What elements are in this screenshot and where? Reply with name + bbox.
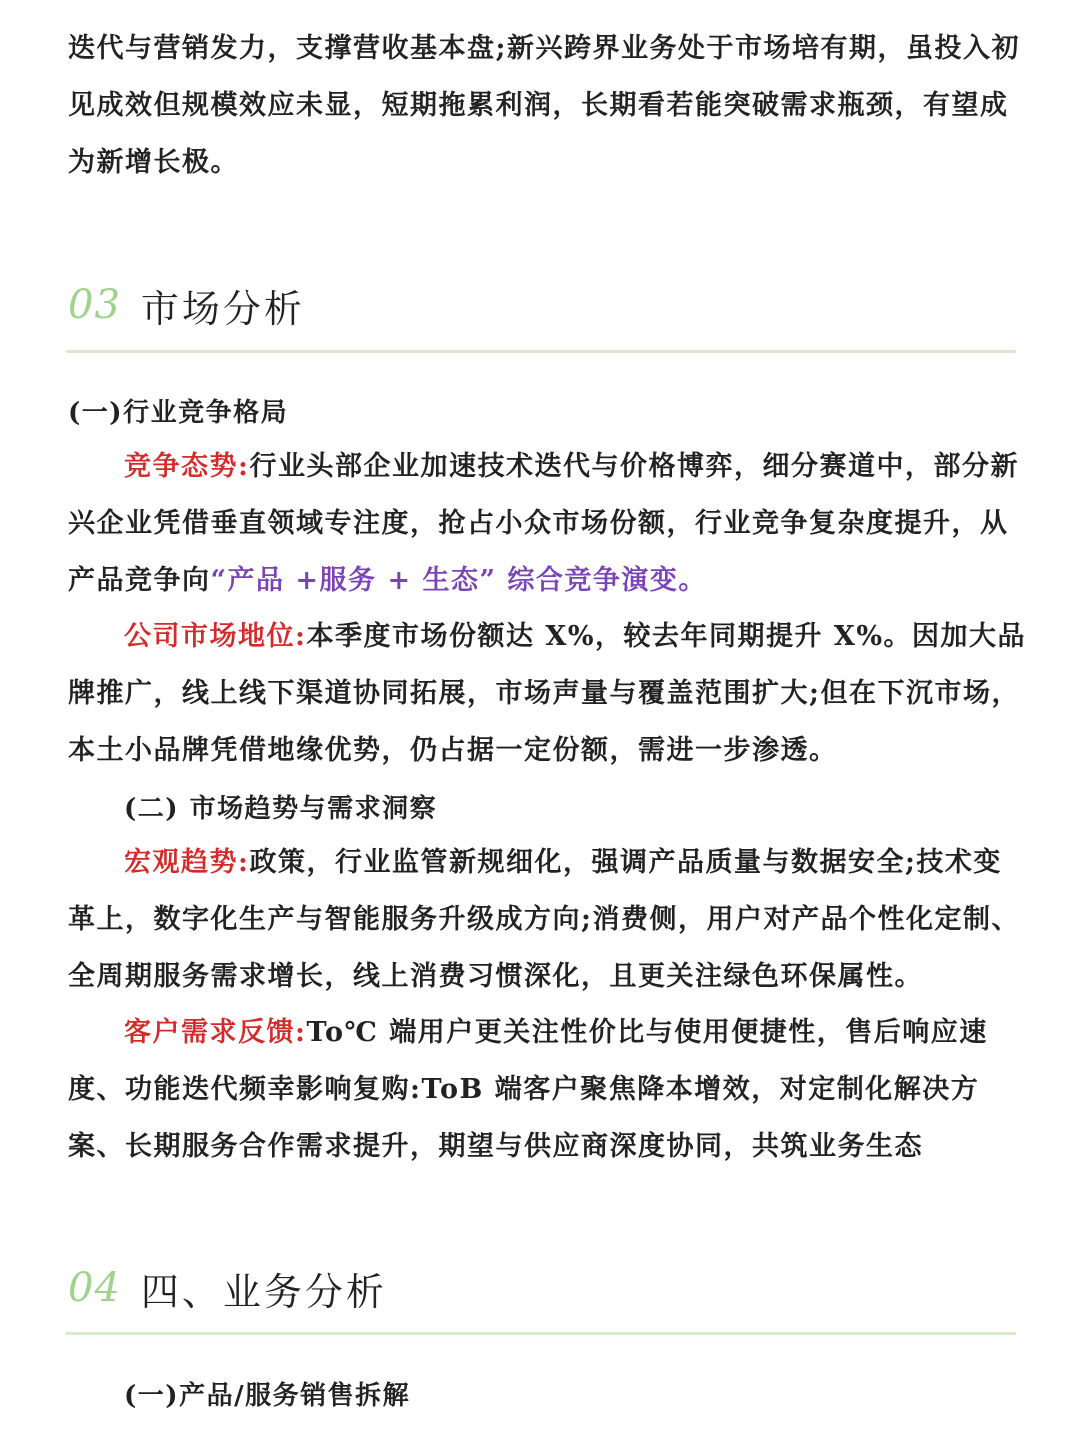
paragraph-macro-trends	[68, 834, 1028, 1005]
paragraph-text: 政策，行业监管新规细化，强调产品质量与数据安全;技术变革上，数字化生产与智能服务升级成方向;消费侧，用户对产品个性化定制、全周期服务需求增长，线上消费习惯深化，且更关注绿色环保属性。	[68, 847, 1020, 992]
intro-text: 迭代与营销发力，支撑营收基本盘;新兴跨界业务处于市场培有期，虽投入初见成效但规模效应未显，短期拖累利润，长期看若能突破需求瓶颈，有望成为新增长极。	[68, 33, 1020, 178]
paragraph-text: 本季度市场份额达 X%，较去年同期提升 X%。因加大品牌推广，线上线下渠道协同拓展，市场声量与覆盖范围扩大;但在下沉市场，本土小品牌凭借地缘优势，仍占据一定份额，需进一步渗透。	[68, 621, 1026, 766]
paragraph-label: 宏观趋势:	[124, 847, 250, 878]
section-header-03	[68, 275, 1018, 335]
paragraph-label: 竞争态势:	[124, 451, 250, 482]
paragraph-label: 公司市场地位:	[124, 621, 307, 652]
section-title: 四、业务分析	[140, 1269, 387, 1314]
section-divider	[66, 350, 1016, 353]
paragraph-text: To℃ 端用户更关注性价比与使用便捷性，售后响应速度、功能迭代频幸影响复购:ToB 端客户聚焦降本增效，对定制化解决方案、长期服务合作需求提升，期望与供应商深度协同，共筑业务生态	[68, 1017, 988, 1162]
subsection-heading-competition: (一)行业竞争格局	[68, 398, 289, 428]
paragraph-customer-feedback	[68, 1004, 1028, 1175]
paragraph-market-position	[68, 608, 1028, 779]
section-number: 04	[68, 1265, 121, 1311]
paragraph-text: 行业头部企业加速技术迭代与价格博弈，细分赛道中，部分新兴企业凭借垂直领域专注度，抢占小众市场份额，行业竞争复杂度提升，从产品竞争向	[68, 451, 1019, 596]
section-number: 03	[68, 282, 121, 328]
paragraph-label: 客户需求反馈:	[124, 1017, 307, 1048]
paragraph-highlight: “产品 +服务 + 生态” 综合竞争演变。	[210, 565, 707, 596]
section-title: 市场分析	[140, 286, 305, 331]
subsection-heading-sales: (一)产品/服务销售拆解	[124, 1381, 411, 1411]
paragraph-competition-status	[68, 438, 1028, 609]
section-divider	[66, 1332, 1016, 1335]
section-header-04	[68, 1258, 1018, 1318]
intro-paragraph	[68, 20, 1028, 191]
subsection-heading-trends: (二) 市场趋势与需求洞察	[124, 794, 438, 824]
